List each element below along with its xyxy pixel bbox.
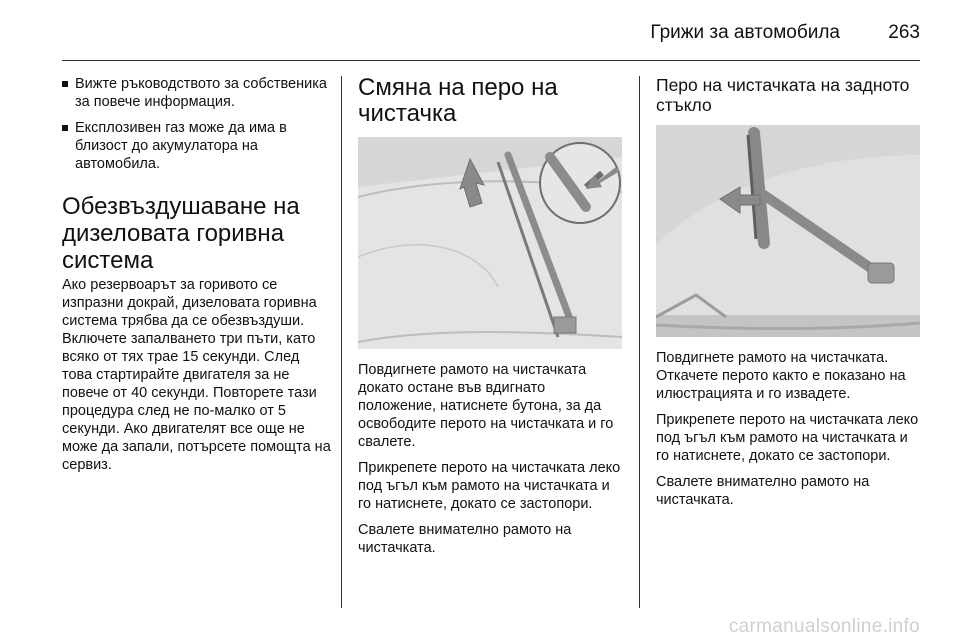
header-divider [62, 60, 920, 61]
column-divider-1 [341, 76, 342, 608]
heading-wiper-blade-replacement: Смяна на перо на чистачка [358, 74, 558, 127]
paragraph-rear-wiper-step-1: Повдигнете рамото на чистачката. Откачете перото както е показано на илюстрацията и го извадете. [656, 350, 906, 402]
page-number: 263 [888, 22, 920, 43]
column-3 [656, 75, 922, 509]
heading-diesel-bleeding: Обезвъздушаване на дизеловата горивна система [62, 193, 300, 274]
paragraph-wiper-step-2: Прикрепете перото на чистачката леко под ъгъл към рамото на чистачката и го натиснете, докато се застопори. [358, 460, 621, 512]
paragraph-rear-wiper-step-2: Прикрепете перото на чистачката леко под ъгъл към рамото на чистачката и го натиснете, докато се застопори. [656, 412, 919, 464]
heading-rear-wiper-blade: Перо на чистачката на задното стъкло [656, 75, 910, 115]
column-1 [62, 75, 332, 474]
bullet-item: Експлозивен газ може да има в близост до акумулатора на автомобила. [62, 119, 332, 173]
column-divider-2 [639, 76, 640, 608]
section-title: Грижи за автомобила [650, 22, 840, 43]
paragraph-diesel-bleeding: Ако резервоарът за горивото се изпразни докрай, дизеловата горивна система трябва да се обезвъздуши. Включете запалването три пъти, като всяко от тях трае 15 секунди. След това стартирайте двигателя за не повече от 40 секунди. Повторете тази процедура след не по-малко от 5 секунди. Ако двигателят все още не може да запали, потърсете помощта на сервиз. [62, 277, 331, 473]
front-wiper-illustration [358, 137, 622, 349]
watermark: carmanualsonline.info [728, 616, 920, 637]
bullet-item: Вижте ръководството за собственика за повече информация. [62, 75, 332, 111]
column-2 [358, 75, 624, 557]
paragraph-wiper-step-3: Свалете внимателно рамото на чистачката. [358, 522, 572, 556]
page-header [0, 0, 960, 60]
rear-wiper-illustration [656, 125, 920, 337]
paragraph-rear-wiper-step-3: Свалете внимателно рамото на чистачката. [656, 474, 870, 508]
paragraph-wiper-step-1: Повдигнете рамото на чистачката докато остане във вдигнато положение, натиснете бутона, за да освободите перото на чистачката и го свалете. [358, 362, 614, 450]
